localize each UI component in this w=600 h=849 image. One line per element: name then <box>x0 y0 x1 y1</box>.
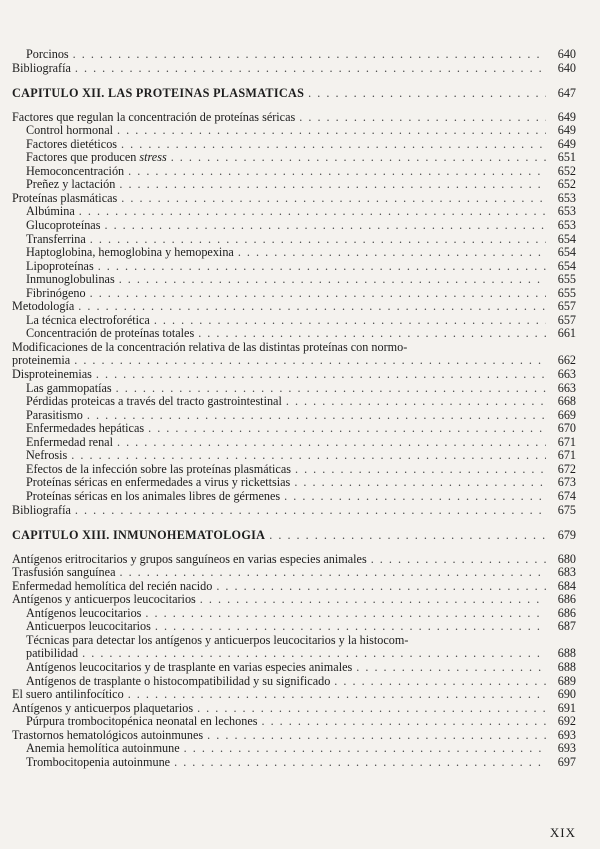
toc-entry-page: 671 <box>557 434 576 449</box>
leader-dots <box>197 702 546 716</box>
toc-entry-title: Nefrosis <box>26 448 68 463</box>
toc-entry-title: Fibrinógeno <box>26 285 86 300</box>
leader-dots <box>121 138 546 152</box>
toc-entry-page: 653 <box>557 204 576 219</box>
toc-entry <box>12 395 576 409</box>
toc-entry <box>12 647 576 661</box>
toc-entry <box>12 675 576 689</box>
leader-dots <box>73 48 546 62</box>
toc-entry <box>12 566 576 580</box>
chapter-heading <box>12 529 576 543</box>
toc-entry-title: Enfermedad renal <box>26 434 113 449</box>
leader-dots <box>104 219 546 233</box>
toc-entry-title: Parasitismo <box>26 407 83 422</box>
chapter-title: CAPITULO XII. LAS PROTEINAS PLASMATICAS <box>12 86 305 101</box>
toc-entry <box>12 368 576 382</box>
toc-entry <box>12 219 576 233</box>
leader-dots <box>284 490 546 504</box>
toc-entry-page: 640 <box>557 47 576 61</box>
toc-entry <box>12 192 576 206</box>
toc-entry-title-line1: Modificaciones de la concentración relativa de las distintas proteínas con normo- <box>12 339 408 354</box>
toc-entry-title: Enfermedades hepáticas <box>26 421 145 436</box>
leader-dots <box>334 675 546 689</box>
toc-entry <box>12 273 576 287</box>
leader-dots <box>200 593 546 607</box>
leader-dots <box>184 742 546 756</box>
toc-entry <box>12 124 576 138</box>
toc-entry-title: Anemia hemolítica autoinmune <box>26 741 180 756</box>
toc-entry <box>12 436 576 450</box>
toc-entry-title: Proteínas séricas en enfermedades a virus y rickettsias <box>26 475 291 490</box>
toc-entry-page: 657 <box>557 299 576 314</box>
toc-entry-multiline <box>12 634 576 661</box>
toc-entry-page: 661 <box>557 326 576 341</box>
toc-entry-page: 688 <box>557 659 576 674</box>
toc-entry-page: 655 <box>557 272 576 287</box>
toc-entry-title: Inmunoglobulinas <box>26 272 115 287</box>
toc-entry <box>12 756 576 770</box>
leader-dots <box>308 87 546 101</box>
toc-entry <box>12 476 576 490</box>
toc-entry-title: Antígenos y anticuerpos leucocitarios <box>12 592 196 607</box>
toc-top-section <box>12 48 576 75</box>
leader-dots <box>90 233 546 247</box>
toc-entry <box>12 300 576 314</box>
toc-entry-title: Pérdidas proteicas a través del tracto gastrointestinal <box>26 394 282 409</box>
toc-entry <box>12 715 576 729</box>
leader-dots <box>119 273 546 287</box>
toc-entry-page: 691 <box>557 700 576 715</box>
chapter-title: CAPITULO XIII. INMUNOHEMATOLOGIA <box>12 528 266 543</box>
leader-dots <box>299 111 546 125</box>
leader-dots <box>87 409 546 423</box>
toc-entry <box>12 165 576 179</box>
toc-entry <box>12 553 576 567</box>
toc-entry <box>12 409 576 423</box>
toc-entry-title: Las gammopatías <box>26 380 112 395</box>
toc-entry-page: 663 <box>557 380 576 395</box>
toc-entry-title: Antígenos leucocitarios <box>26 605 142 620</box>
leader-dots <box>145 607 546 621</box>
toc-entry <box>12 62 576 76</box>
toc-entry <box>12 287 576 301</box>
leader-dots <box>238 246 546 260</box>
leader-dots <box>148 422 546 436</box>
toc-entry-title: Bibliografía <box>12 60 71 75</box>
toc-entry-title: Púrpura trombocitopénica neonatal en lechones <box>26 714 258 729</box>
leader-dots <box>261 715 546 729</box>
toc-entry <box>12 260 576 274</box>
toc-entry-page: 669 <box>557 407 576 422</box>
toc-entry-title: Preñez y lactación <box>26 177 116 192</box>
toc-entry-title: Bibliografía <box>12 502 71 517</box>
toc-entry <box>12 688 576 702</box>
page-folio: XIX <box>549 825 576 840</box>
toc-entry-title: Proteínas séricas en los animales libres de gérmenes <box>26 488 281 503</box>
leader-dots <box>82 647 546 661</box>
toc-entry <box>12 742 576 756</box>
toc-entry-title: Metodología <box>12 299 75 314</box>
toc-entry-title: Albúmina <box>26 204 75 219</box>
toc-entry-title: Hemoconcentración <box>26 163 125 178</box>
leader-dots <box>286 395 546 409</box>
toc-entry-page: 671 <box>557 448 576 463</box>
toc-entry-page: 653 <box>557 190 576 205</box>
leader-dots <box>154 314 546 328</box>
toc-entry <box>12 422 576 436</box>
toc-entry <box>12 382 576 396</box>
toc-entry-page: 688 <box>557 646 576 661</box>
toc-entry-title: Trombocitopenia autoinmune <box>26 754 171 769</box>
toc-entry-title: Factores que producen stress <box>26 150 167 165</box>
toc-entry-title: Factores que regulan la concentración de proteínas séricas <box>12 109 296 124</box>
toc-entry-page: 692 <box>557 714 576 729</box>
toc-entry-multiline <box>12 341 576 368</box>
toc-entry <box>12 151 576 165</box>
toc-entry-page: 674 <box>557 488 576 503</box>
toc-entry-page: 697 <box>557 754 576 769</box>
toc-entry-page: 668 <box>557 394 576 409</box>
toc-entry-title: Glucoproteínas <box>26 218 101 233</box>
toc-entry-page: 689 <box>557 673 576 688</box>
toc-entry <box>12 490 576 504</box>
toc-entry-title: Trasfusión sanguínea <box>12 565 116 580</box>
toc-entry-title: Concentración de proteínas totales <box>26 326 195 341</box>
toc-entry-title: Haptoglobina, hemoglobina y hemopexina <box>26 245 234 260</box>
toc-entry <box>12 111 576 125</box>
leader-dots <box>295 463 546 477</box>
leader-dots <box>96 368 546 382</box>
toc-entry <box>12 580 576 594</box>
leader-dots <box>71 449 546 463</box>
chapter-13-entries-cont <box>12 661 576 769</box>
leader-dots <box>174 756 546 770</box>
leader-dots <box>198 327 546 341</box>
toc-entry <box>12 661 576 675</box>
leader-dots <box>171 151 546 165</box>
toc-entry <box>12 607 576 621</box>
toc-entry-page: 662 <box>557 353 576 368</box>
leader-dots <box>128 165 546 179</box>
toc-entry-page: 651 <box>557 150 576 165</box>
toc-entry-page: 654 <box>557 231 576 246</box>
chapter-12-entries <box>12 111 576 341</box>
toc-entry-title-line2: patibilidad <box>26 646 79 661</box>
chapter-page: 679 <box>557 528 576 543</box>
toc-entry-title: Control hormonal <box>26 123 113 138</box>
leader-dots <box>78 300 546 314</box>
toc-entry-page: 684 <box>557 578 576 593</box>
toc-entry-title: Trastornos hematológicos autoinmunes <box>12 727 204 742</box>
toc-entry-page: 686 <box>557 592 576 607</box>
leader-dots <box>90 287 546 301</box>
toc-entry-page: 649 <box>557 123 576 138</box>
toc-entry-page: 690 <box>557 687 576 702</box>
leader-dots <box>356 661 546 675</box>
toc-entry <box>12 449 576 463</box>
toc-entry-page: 653 <box>557 218 576 233</box>
chapter-13-entries <box>12 553 576 634</box>
toc-entry <box>12 504 576 518</box>
toc-entry-title: Antígenos de trasplante o histocompatibilidad y su significado <box>26 673 331 688</box>
toc-entry-title: La técnica electroforética <box>26 312 150 327</box>
toc-entry-title: Antígenos leucocitarios y de trasplante en varias especies animales <box>26 659 353 674</box>
toc-entry-page: 672 <box>557 461 576 476</box>
toc-entry-title-line2: proteinemia <box>12 353 71 368</box>
toc-entry-page: 673 <box>557 475 576 490</box>
toc-entry <box>12 702 576 716</box>
toc-entry-title: Anticuerpos leucocitarios <box>26 619 151 634</box>
toc-entry <box>12 233 576 247</box>
toc-entry-title: Efectos de la infección sobre las proteínas plasmáticas <box>26 461 291 476</box>
toc-entry-page: 687 <box>557 619 576 634</box>
toc-entry-title: Lipoproteínas <box>26 258 94 273</box>
toc-entry-page: 652 <box>557 163 576 178</box>
toc-entry-page: 640 <box>557 60 576 75</box>
leader-dots <box>128 688 546 702</box>
leader-dots <box>207 729 546 743</box>
table-of-contents <box>12 48 576 769</box>
toc-entry <box>12 48 576 62</box>
toc-entry-title-line1: Técnicas para detectar los antígenos y anticuerpos leucocitarios y la histocom- <box>26 632 409 647</box>
leader-dots <box>155 620 546 634</box>
toc-entry-title: El suero antilinfocítico <box>12 687 124 702</box>
chapter-heading <box>12 87 576 101</box>
toc-entry-title: Porcinos <box>26 47 69 61</box>
toc-entry-title: Antígenos y anticuerpos plaquetarios <box>12 700 194 715</box>
toc-entry <box>12 593 576 607</box>
leader-dots <box>119 178 546 192</box>
toc-entry <box>12 729 576 743</box>
leader-dots <box>116 382 546 396</box>
toc-entry-page: 654 <box>557 258 576 273</box>
toc-entry-page: 655 <box>557 285 576 300</box>
toc-entry-page: 652 <box>557 177 576 192</box>
toc-entry <box>12 178 576 192</box>
toc-entry <box>12 354 576 368</box>
leader-dots <box>294 476 546 490</box>
toc-entry-title: Factores dietéticos <box>26 136 118 151</box>
toc-entry-title: Enfermedad hemolítica del recién nacido <box>12 578 213 593</box>
leader-dots <box>121 192 546 206</box>
leader-dots <box>75 62 546 76</box>
leader-dots <box>117 124 546 138</box>
leader-dots <box>371 553 546 567</box>
leader-dots <box>216 580 546 594</box>
leader-dots <box>117 436 546 450</box>
toc-entry-page: 693 <box>557 741 576 756</box>
leader-dots <box>119 566 546 580</box>
toc-entry-title: Antígenos eritrocitarios y grupos sanguíneos en varias especies animales <box>12 551 367 566</box>
leader-dots <box>75 504 546 518</box>
toc-entry-page: 654 <box>557 245 576 260</box>
leader-dots <box>98 260 546 274</box>
leader-dots <box>79 205 546 219</box>
toc-entry <box>12 463 576 477</box>
toc-entry-page: 657 <box>557 312 576 327</box>
toc-entry-page: 686 <box>557 605 576 620</box>
toc-entry <box>12 327 576 341</box>
leader-dots <box>74 354 546 368</box>
toc-entry-page: 683 <box>557 565 576 580</box>
toc-entry <box>12 314 576 328</box>
toc-entry <box>12 205 576 219</box>
chapter-12-entries-cont <box>12 368 576 517</box>
toc-entry-page: 649 <box>557 109 576 124</box>
toc-entry <box>12 138 576 152</box>
toc-entry-page: 663 <box>557 367 576 382</box>
toc-entry-title: Proteínas plasmáticas <box>12 190 118 205</box>
toc-entry-page: 670 <box>557 421 576 436</box>
toc-entry <box>12 620 576 634</box>
chapter-page: 647 <box>557 86 576 101</box>
toc-entry-title: Disproteinemias <box>12 367 92 382</box>
toc-entry-page: 675 <box>557 502 576 517</box>
toc-entry-page: 680 <box>557 551 576 566</box>
toc-entry <box>12 246 576 260</box>
toc-entry-page: 649 <box>557 136 576 151</box>
toc-entry-page: 693 <box>557 727 576 742</box>
leader-dots <box>269 529 546 543</box>
toc-entry-title: Transferrina <box>26 231 86 246</box>
